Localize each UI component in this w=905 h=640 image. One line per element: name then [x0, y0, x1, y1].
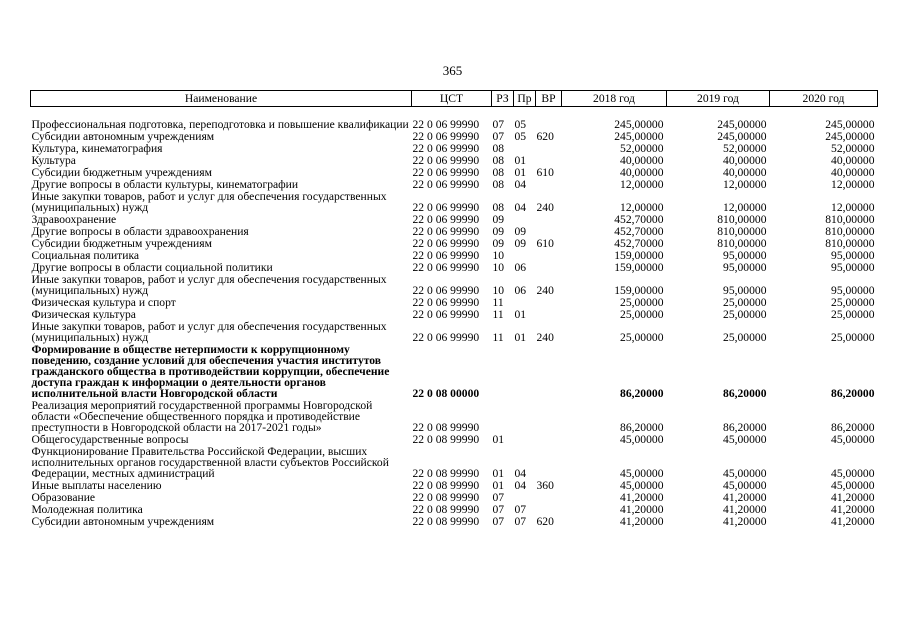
cell-pr: 04	[514, 467, 527, 480]
table-row	[31, 445, 878, 479]
cell-2018: 40,00000	[620, 166, 664, 179]
cell-rz: 09	[492, 213, 505, 226]
cell-cst: 22 0 06 99990	[412, 296, 480, 309]
cell-2019: 40,00000	[723, 166, 767, 179]
table-header-row	[31, 91, 878, 107]
cell-2018: 25,00000	[620, 331, 664, 344]
cell-vr	[536, 491, 562, 503]
cell-vr	[536, 154, 562, 166]
cell-2018: 41,20000	[620, 503, 664, 516]
cell-name: Другие вопросы в области здравоохранения	[31, 225, 249, 238]
cell-pr: 09	[514, 237, 527, 250]
cell-pr: 07	[514, 515, 527, 528]
cell-2019: 41,20000	[723, 491, 767, 504]
cell-2019: 45,00000	[723, 467, 767, 480]
cell-cst: 22 0 08 99990	[412, 515, 480, 528]
header-cst: ЦСТ	[412, 91, 492, 107]
cell-2019: 45,00000	[723, 433, 767, 446]
table-row	[31, 320, 878, 343]
cell-pr: 05	[514, 130, 527, 143]
cell-2020: 86,20000	[831, 387, 875, 400]
cell-2020: 45,00000	[831, 467, 875, 480]
table-row	[31, 142, 878, 154]
cell-rz: 10	[492, 249, 505, 262]
cell-2019: 245,00000	[717, 118, 767, 131]
cell-2019: 45,00000	[723, 479, 767, 492]
header-2019: 2019 год	[667, 91, 770, 107]
cell-2018: 452,70000	[614, 237, 664, 250]
cell-name: Здравоохранение	[31, 213, 117, 226]
cell-2019: 25,00000	[723, 308, 767, 321]
cell-2020: 40,00000	[831, 166, 875, 179]
cell-2018: 86,20000	[620, 387, 664, 400]
cell-pr	[514, 249, 536, 261]
cell-vr	[536, 445, 562, 479]
table-body	[31, 107, 878, 528]
table-row	[31, 249, 878, 261]
cell-2020: 810,00000	[825, 225, 875, 238]
cell-cst: 22 0 08 99990	[412, 421, 480, 434]
cell-2020: 25,00000	[831, 331, 875, 344]
cell-2019: 25,00000	[723, 331, 767, 344]
cell-vr: 240	[536, 201, 554, 214]
cell-vr	[536, 213, 562, 225]
cell-cst: 22 0 08 99990	[412, 467, 480, 480]
cell-vr	[536, 225, 562, 237]
cell-2020: 810,00000	[825, 213, 875, 226]
cell-cst: 22 0 06 99990	[412, 142, 480, 155]
cell-2018: 52,00000	[620, 142, 664, 155]
table-row	[31, 503, 878, 515]
table-row	[31, 166, 878, 178]
cell-pr: 01	[514, 154, 527, 167]
cell-2019: 86,20000	[723, 421, 767, 434]
cell-2018: 25,00000	[620, 296, 664, 309]
table-row	[31, 479, 878, 491]
cell-vr: 620	[536, 515, 554, 528]
cell-vr	[536, 107, 562, 131]
cell-name: Иные выплаты населению	[31, 479, 162, 492]
cell-2020: 40,00000	[831, 154, 875, 167]
cell-rz: 07	[492, 503, 505, 516]
header-vr: ВР	[536, 91, 562, 107]
cell-2019: 52,00000	[723, 142, 767, 155]
cell-2020: 45,00000	[831, 433, 875, 446]
header-rz: РЗ	[492, 91, 514, 107]
cell-2019: 41,20000	[723, 515, 767, 528]
cell-2020: 25,00000	[831, 308, 875, 321]
table-row	[31, 225, 878, 237]
cell-2019: 810,00000	[717, 213, 767, 226]
cell-pr: 04	[514, 178, 527, 191]
cell-name: Другие вопросы в области культуры, кинематографии	[31, 178, 299, 191]
cell-rz: 08	[492, 142, 505, 155]
cell-pr	[514, 296, 536, 308]
cell-2020: 86,20000	[831, 421, 875, 434]
cell-2019: 95,00000	[723, 261, 767, 274]
table-row	[31, 213, 878, 225]
cell-pr	[514, 142, 536, 154]
cell-pr: 07	[514, 503, 527, 516]
cell-name: Субсидии автономным учреждениям	[31, 130, 215, 143]
cell-2018: 159,00000	[614, 261, 664, 274]
cell-2020: 45,00000	[831, 479, 875, 492]
table-row	[31, 154, 878, 166]
cell-rz: 07	[492, 491, 505, 504]
cell-name: Образование	[31, 491, 96, 504]
cell-pr: 06	[514, 261, 527, 274]
cell-2019: 95,00000	[723, 249, 767, 262]
cell-vr	[536, 178, 562, 190]
cell-vr: 240	[536, 331, 554, 344]
cell-2019: 12,00000	[723, 201, 767, 214]
cell-name: Молодежная политика	[31, 503, 143, 516]
table-row	[31, 399, 878, 433]
table-row	[31, 433, 878, 445]
cell-rz: 07	[492, 118, 505, 131]
cell-vr: 620	[536, 130, 554, 143]
cell-2018: 41,20000	[620, 491, 664, 504]
cell-name: Иные закупки товаров, работ и услуг для обеспечения государственных (муниципальных) нужд	[31, 320, 387, 344]
table-row	[31, 178, 878, 190]
cell-rz: 11	[492, 296, 504, 309]
cell-2020: 41,20000	[831, 503, 875, 516]
cell-cst: 22 0 08 99990	[412, 433, 480, 446]
budget-table	[30, 90, 878, 527]
cell-2019: 12,00000	[723, 178, 767, 191]
cell-vr	[536, 433, 562, 445]
table-row	[31, 296, 878, 308]
page-number: 365	[442, 63, 463, 78]
cell-2020: 12,00000	[831, 201, 875, 214]
cell-2018: 40,00000	[620, 154, 664, 167]
cell-pr	[514, 433, 536, 445]
cell-vr	[536, 142, 562, 154]
cell-2018: 452,70000	[614, 225, 664, 238]
table-row	[31, 130, 878, 142]
cell-2019: 810,00000	[717, 225, 767, 238]
cell-name: Субсидии бюджетным учреждениям	[31, 166, 212, 179]
cell-pr: 01	[514, 331, 527, 344]
cell-2019: 95,00000	[723, 284, 767, 297]
cell-name: Другие вопросы в области социальной политики	[31, 261, 273, 274]
cell-vr	[536, 503, 562, 515]
cell-cst: 22 0 06 99990	[412, 308, 480, 321]
cell-2020: 41,20000	[831, 491, 875, 504]
cell-name: Функционирование Правительства Российской Федерации, высших исполнительных органов государственной власти субъектов Российской Федерации, местных администраций	[31, 445, 389, 480]
cell-cst: 22 0 06 99990	[412, 213, 480, 226]
table-row	[31, 273, 878, 296]
cell-cst: 22 0 06 99990	[412, 130, 480, 143]
cell-name: Иные закупки товаров, работ и услуг для обеспечения государственных (муниципальных) нужд	[31, 273, 387, 297]
cell-2018: 41,20000	[620, 515, 664, 528]
cell-2020: 245,00000	[825, 130, 875, 143]
cell-2018: 245,00000	[614, 118, 664, 131]
cell-pr: 09	[514, 225, 527, 238]
cell-vr: 610	[536, 166, 554, 179]
cell-cst: 22 0 06 99990	[412, 178, 480, 191]
cell-rz: 01	[492, 467, 505, 480]
cell-rz: 08	[492, 154, 505, 167]
cell-2018: 159,00000	[614, 284, 664, 297]
cell-rz	[492, 399, 514, 433]
cell-2019: 25,00000	[723, 296, 767, 309]
cell-vr: 360	[536, 479, 554, 492]
cell-vr	[536, 296, 562, 308]
cell-2020: 52,00000	[831, 142, 875, 155]
cell-vr	[536, 261, 562, 273]
cell-cst: 22 0 06 99990	[412, 154, 480, 167]
cell-2018: 452,70000	[614, 213, 664, 226]
cell-rz: 07	[492, 130, 505, 143]
cell-rz: 11	[492, 308, 504, 321]
cell-2018: 45,00000	[620, 467, 664, 480]
header-pr: Пр	[514, 91, 536, 107]
cell-cst: 22 0 06 99990	[412, 284, 480, 297]
cell-vr: 240	[536, 284, 554, 297]
cell-pr: 06	[514, 284, 527, 297]
cell-2020: 810,00000	[825, 237, 875, 250]
cell-2018: 45,00000	[620, 479, 664, 492]
cell-2019: 245,00000	[717, 130, 767, 143]
cell-2020: 25,00000	[831, 296, 875, 309]
cell-pr	[514, 213, 536, 225]
table-row	[31, 515, 878, 527]
cell-cst: 22 0 06 99990	[412, 118, 480, 131]
cell-name: Субсидии бюджетным учреждениям	[31, 237, 212, 250]
cell-rz: 08	[492, 166, 505, 179]
cell-2018: 12,00000	[620, 201, 664, 214]
cell-pr	[514, 343, 536, 399]
cell-2018: 86,20000	[620, 421, 664, 434]
cell-pr: 01	[514, 166, 527, 179]
table-row	[31, 343, 878, 399]
cell-name: Культура	[31, 154, 76, 167]
cell-name: Субсидии автономным учреждениям	[31, 515, 215, 528]
cell-2019: 810,00000	[717, 237, 767, 250]
cell-rz: 10	[492, 261, 505, 274]
cell-pr	[514, 399, 536, 433]
cell-2019: 86,20000	[723, 387, 767, 400]
cell-name: Физическая культура и спорт	[31, 296, 176, 309]
cell-vr	[536, 399, 562, 433]
table-row	[31, 261, 878, 273]
cell-rz: 09	[492, 237, 505, 250]
cell-vr	[536, 308, 562, 320]
cell-2020: 95,00000	[831, 261, 875, 274]
cell-pr	[514, 491, 536, 503]
cell-rz: 11	[492, 331, 504, 344]
cell-pr: 01	[514, 308, 527, 321]
cell-2020: 12,00000	[831, 178, 875, 191]
cell-2020: 41,20000	[831, 515, 875, 528]
cell-name: Профессиональная подготовка, переподготовка и повышение квалификации	[31, 118, 409, 131]
cell-2019: 41,20000	[723, 503, 767, 516]
cell-vr: 610	[536, 237, 554, 250]
cell-2018: 45,00000	[620, 433, 664, 446]
cell-cst: 22 0 08 00000	[412, 387, 480, 400]
cell-pr: 05	[514, 118, 527, 131]
cell-2018: 25,00000	[620, 308, 664, 321]
cell-cst: 22 0 08 99990	[412, 491, 480, 504]
cell-2018: 159,00000	[614, 249, 664, 262]
cell-rz: 09	[492, 225, 505, 238]
cell-name: Формирование в обществе нетерпимости к коррупционному поведению, создание условий для обеспечения участия институтов гражданского общества в противодействии коррупции, обеспечение доступа граждан к информации о деятельности органов исполнительной власти Новгородской области	[31, 343, 390, 400]
header-2020: 2020 год	[770, 91, 878, 107]
cell-rz: 07	[492, 515, 505, 528]
header-2018: 2018 год	[562, 91, 667, 107]
cell-name: Реализация мероприятий государственной программы Новгородской области «Обеспечение общественного порядка и противодействие преступности в Новгородской области на 2017-2021 годы»	[31, 399, 373, 434]
cell-cst: 22 0 06 99990	[412, 249, 480, 262]
header-name: Наименование	[31, 91, 412, 107]
cell-rz	[492, 343, 514, 399]
cell-2020: 95,00000	[831, 284, 875, 297]
cell-name: Социальная политика	[31, 249, 140, 262]
cell-vr	[536, 249, 562, 261]
cell-rz: 10	[492, 284, 505, 297]
cell-name: Иные закупки товаров, работ и услуг для обеспечения государственных (муниципальных) нужд	[31, 190, 387, 214]
table-row	[31, 237, 878, 249]
cell-name: Общегосударственные вопросы	[31, 433, 189, 446]
cell-cst: 22 0 06 99990	[412, 331, 480, 344]
cell-pr: 04	[514, 479, 527, 492]
table-row	[31, 308, 878, 320]
cell-name: Культура, кинематография	[31, 142, 163, 155]
cell-2020: 95,00000	[831, 249, 875, 262]
cell-pr: 04	[514, 201, 527, 214]
cell-rz: 01	[492, 433, 505, 446]
cell-2018: 245,00000	[614, 130, 664, 143]
cell-cst: 22 0 08 99990	[412, 503, 480, 516]
cell-cst: 22 0 06 99990	[412, 261, 480, 274]
cell-cst: 22 0 06 99990	[412, 237, 480, 250]
cell-cst: 22 0 06 99990	[412, 201, 480, 214]
table-row	[31, 107, 878, 131]
cell-2020: 245,00000	[825, 118, 875, 131]
table-row	[31, 491, 878, 503]
cell-name: Физическая культура	[31, 308, 136, 321]
cell-2019: 40,00000	[723, 154, 767, 167]
cell-rz: 08	[492, 201, 505, 214]
cell-rz: 08	[492, 178, 505, 191]
cell-vr	[536, 343, 562, 399]
cell-2018: 12,00000	[620, 178, 664, 191]
cell-rz: 01	[492, 479, 505, 492]
cell-cst: 22 0 06 99990	[412, 225, 480, 238]
table-row	[31, 190, 878, 213]
cell-cst: 22 0 06 99990	[412, 166, 480, 179]
cell-cst: 22 0 08 99990	[412, 479, 480, 492]
